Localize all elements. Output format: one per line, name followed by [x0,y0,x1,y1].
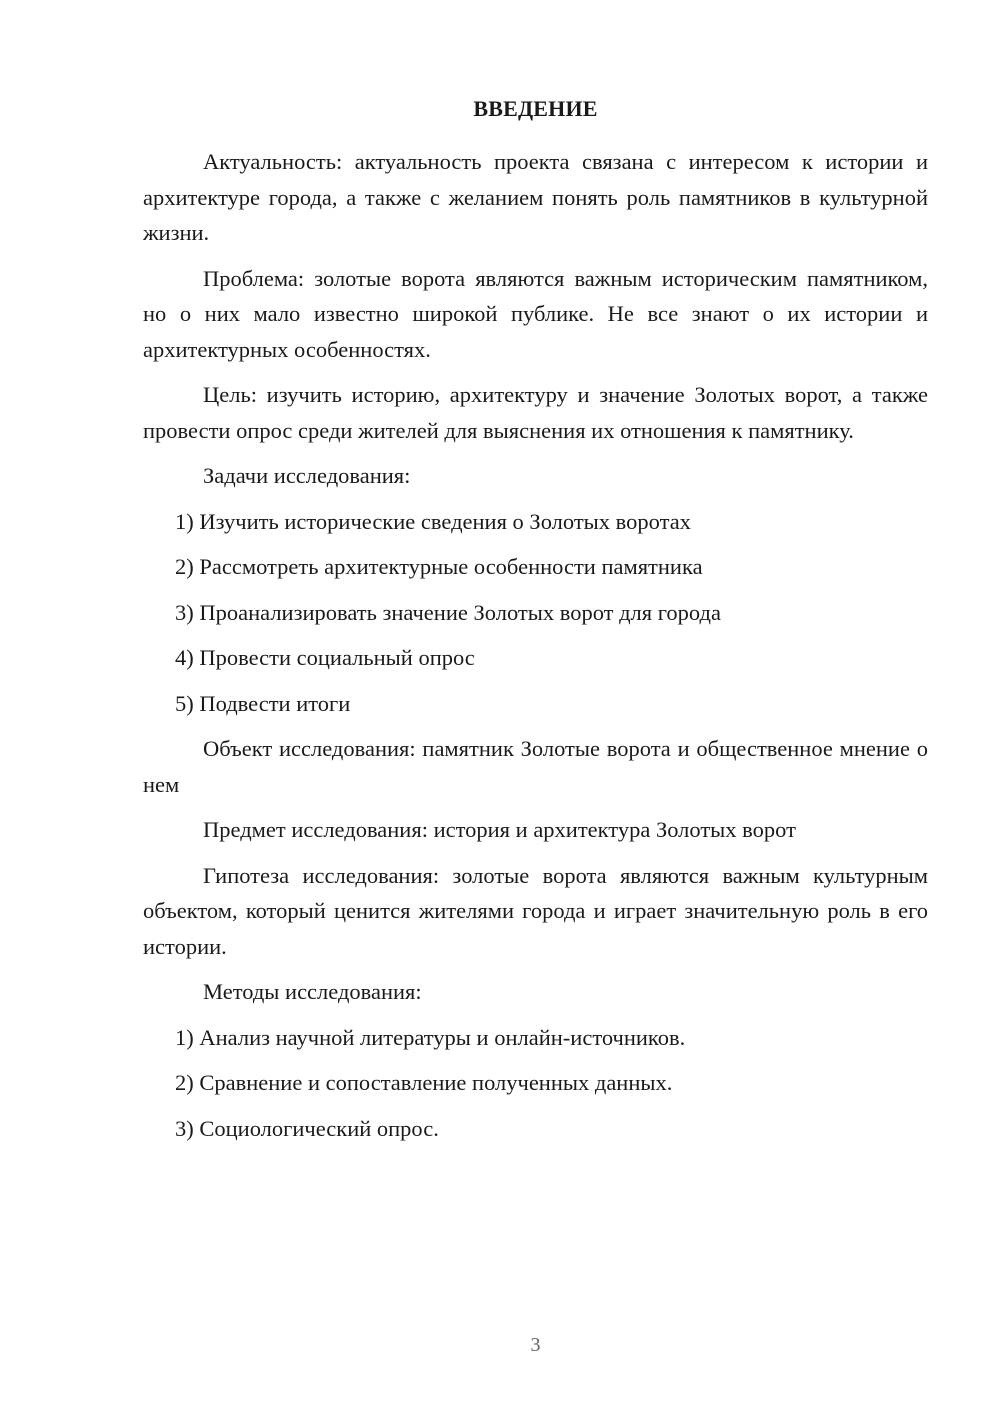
methods-label: Методы исследования: [203,979,422,1004]
tasks-list [143,504,928,722]
list-item: 1) Анализ научной литературы и онлайн-источников. [175,1024,686,1050]
page-title: ВВЕДЕНИЕ [473,96,598,121]
object-paragraph: Объект исследования: памятник Золотые ворота и общественное мнение о нем [143,736,928,797]
hypothesis-paragraph: Гипотеза исследования: золотые ворота являются важным культурным объектом, который ценится жителями города и играет значительную роль в его истории. [143,862,928,959]
goal-paragraph: Цель: изучить историю, архитектуру и значение Золотых ворот, а также провести опрос среди жителей для выяснения их отношения к памятнику. [143,382,928,443]
methods-list [143,1020,928,1147]
list-item: 3) Социологический опрос. [175,1115,439,1141]
document-page [143,0,928,1414]
page-number: 3 [530,1334,541,1356]
list-item: 4) Провести социальный опрос [175,645,475,670]
document-body [143,144,928,1156]
tasks-label: Задачи исследования: [203,463,411,488]
list-item: 2) Сравнение и сопоставление полученных данных. [175,1070,673,1095]
problem-paragraph: Проблема: золотые ворота являются важным историческим памятником, но о них мало известно широкой публике. Не все знают о их истории и архитектурных особенностях. [143,265,928,362]
list-item: 3) Проанализировать значение Золотых ворот для города [175,599,721,625]
list-item: 2) Рассмотреть архитектурные особенности памятника [175,554,703,579]
subject-paragraph: Предмет исследования: история и архитектура Золотых ворот [203,817,796,842]
relevance-paragraph: Актуальность: актуальность проекта связана с интересом к истории и архитектуре города, а также с желанием понять роль памятников в культурной жизни. [143,149,928,245]
list-item: 5) Подвести итоги [175,690,351,716]
list-item: 1) Изучить исторические сведения о Золотых воротах [175,508,691,534]
